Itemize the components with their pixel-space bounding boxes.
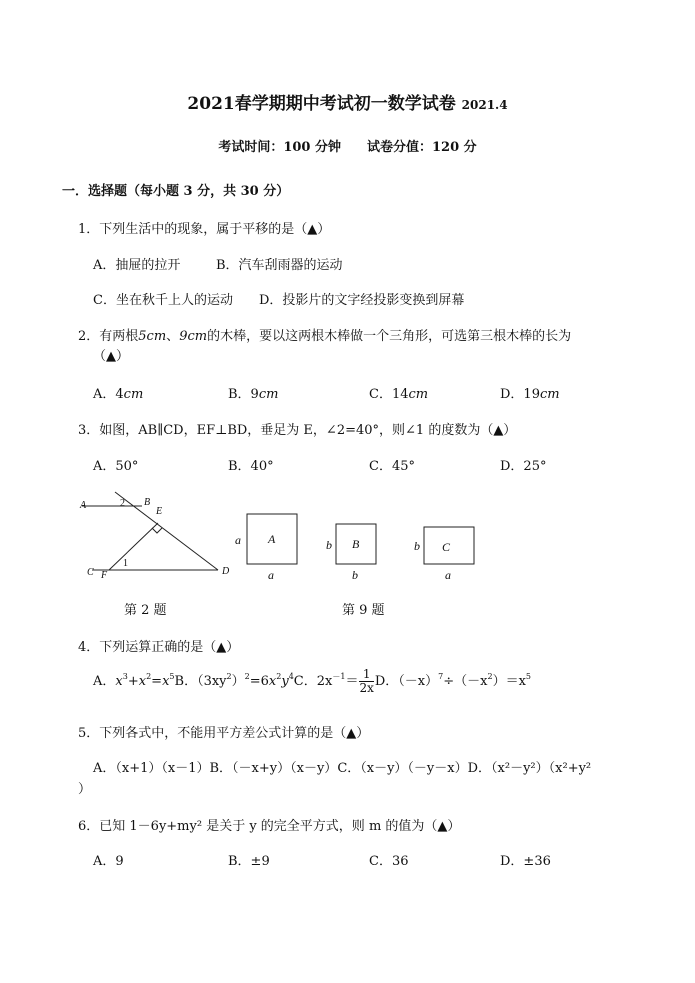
- question-2-sep: 、: [166, 329, 180, 344]
- label-b: B: [144, 497, 151, 508]
- question-2-stem: [78, 325, 571, 344]
- question-5-option-a: A．（x+1）（x－1）: [93, 761, 210, 776]
- label-angle-2: 2: [120, 498, 125, 509]
- right-angle-mark: [152, 528, 162, 533]
- square-a-name: A: [268, 532, 276, 546]
- title-year: 2021.4: [461, 98, 508, 112]
- figure-2-caption: 第 2 题: [124, 603, 167, 618]
- question-4-stem: 4．下列运算正确的是（▲）: [78, 640, 240, 655]
- question-6-stem: 6．已知 1－6y+my² 是关于 y 的完全平方式，则 m 的值为（▲）: [78, 819, 461, 834]
- question-2-stem-part1: 2．有两根: [78, 329, 139, 344]
- question-6-option-d: D．±36: [500, 854, 551, 869]
- figure-9-caption: 第 9 题: [342, 603, 385, 618]
- option-text: A．4: [93, 387, 124, 402]
- question-5-stem: 5．下列各式中，不能用平方差公式计算的是（▲）: [78, 726, 370, 741]
- question-4-option-c: [293, 667, 375, 695]
- question-3-stem: 3．如图，AB∥CD，EF⊥BD，垂足为 E，∠2=40°，则∠1 的度数为（▲）: [78, 423, 517, 438]
- square-b-side-bottom: b: [352, 568, 358, 582]
- question-3-option-a: A．50°: [93, 459, 139, 474]
- label-f: F: [101, 570, 108, 581]
- unit: cm: [408, 387, 429, 402]
- question-4-option-b: B．$(3xy^2)^2=6x^2y^4$: [174, 672, 294, 689]
- option-b-label: B．（3xy: [174, 674, 227, 689]
- question-2-stem-part2: 的木棒，要以这两根木棒做一个三角形，可选第三根木棒的长为: [207, 329, 572, 344]
- option-text: C．14: [369, 387, 409, 402]
- option-c-exponent: －1: [332, 672, 346, 681]
- question-1-option-a: A．抽屉的拉开: [93, 258, 181, 273]
- label-c: C: [87, 567, 94, 578]
- label-e: E: [156, 506, 163, 517]
- option-a-label: A．: [93, 674, 116, 689]
- question-5-option-c: C．（x－y）（－y－x）: [337, 761, 468, 776]
- title-text: 2021春学期期中考试初一数学试卷: [187, 94, 456, 114]
- question-1-option-d: D．投影片的文字经投影变换到屏幕: [259, 293, 465, 308]
- square-b-name: B: [352, 537, 360, 551]
- question-2-option-d: [500, 383, 560, 402]
- question-3-option-b: B．40°: [228, 459, 274, 474]
- option-d-divide: ÷（－x: [443, 674, 488, 689]
- question-1-option-b: B．汽车刮雨器的运动: [216, 258, 343, 273]
- fraction-denominator: 2x: [359, 681, 374, 695]
- section-title: 一．选择题（每小题 3 分，共 30 分）: [62, 184, 290, 199]
- option-c-fraction: [359, 668, 373, 695]
- figure-question-9: [247, 514, 474, 564]
- option-c-equals: ＝: [345, 674, 359, 689]
- question-2-length-2: 9cm: [179, 329, 208, 344]
- question-4-option-d: D．$(-x)^7\div(-x^2)=x^5$: [374, 672, 531, 689]
- rect-c-side-left: b: [414, 539, 420, 553]
- question-2-length-1: 5cm: [138, 329, 167, 344]
- question-6-option-b: B．±9: [228, 854, 270, 869]
- figure-9-labels: [235, 532, 451, 582]
- unit: cm: [539, 387, 560, 402]
- unit: cm: [123, 387, 144, 402]
- question-4-options: [93, 668, 531, 695]
- question-2-option-b: [228, 383, 278, 402]
- page-title: [0, 89, 695, 114]
- question-2-option-c: [369, 383, 428, 402]
- line-bd: [115, 492, 218, 570]
- exam-time: 考试时间：100 分钟: [218, 140, 341, 155]
- question-3-option-c: C．45°: [369, 459, 415, 474]
- question-5-options: [93, 757, 591, 776]
- option-c-label: C．2x: [293, 674, 333, 689]
- exam-score: 试卷分值：120 分: [367, 140, 477, 155]
- question-3-option-d: D．25°: [500, 459, 547, 474]
- line-fe: [109, 523, 158, 570]
- figures: [72, 490, 492, 590]
- figure-2-labels: [79, 497, 230, 581]
- question-2-option-a: [93, 383, 143, 402]
- option-d-result: ）＝x: [492, 674, 526, 689]
- question-6-option-a: A．9: [93, 854, 124, 869]
- label-a: A: [80, 500, 87, 511]
- label-d: D: [222, 566, 230, 577]
- square-a-side-bottom: a: [268, 568, 274, 582]
- exam-info: [0, 136, 695, 155]
- option-text: D．19: [500, 387, 540, 402]
- question-6-option-c: C．36: [369, 854, 409, 869]
- question-4-option-a: A．$x^3+x^2=x^5$: [93, 672, 175, 689]
- label-angle-1: 1: [123, 558, 128, 569]
- rect-c-name: C: [442, 540, 451, 554]
- option-d-label: D．（－x）: [374, 674, 439, 689]
- question-1-option-c: C．坐在秋千上人的运动: [93, 293, 233, 308]
- question-2-stem-continued: （▲）: [93, 349, 129, 364]
- question-1-stem: 1．下列生活中的现象，属于平移的是（▲）: [78, 222, 331, 237]
- option-text: B．9: [228, 387, 259, 402]
- square-a-side-left: a: [235, 533, 241, 547]
- fraction-numerator: 1: [359, 668, 373, 682]
- question-5-option-b: B．（－x+y）（x－y）: [209, 761, 338, 776]
- unit: cm: [258, 387, 279, 402]
- square-b-side-left: b: [326, 538, 332, 552]
- question-5-option-d-continued: ）: [78, 782, 92, 797]
- rect-c-side-bottom: a: [445, 568, 451, 582]
- question-5-option-d: D．（x²－y²）（x²+y²: [467, 761, 592, 776]
